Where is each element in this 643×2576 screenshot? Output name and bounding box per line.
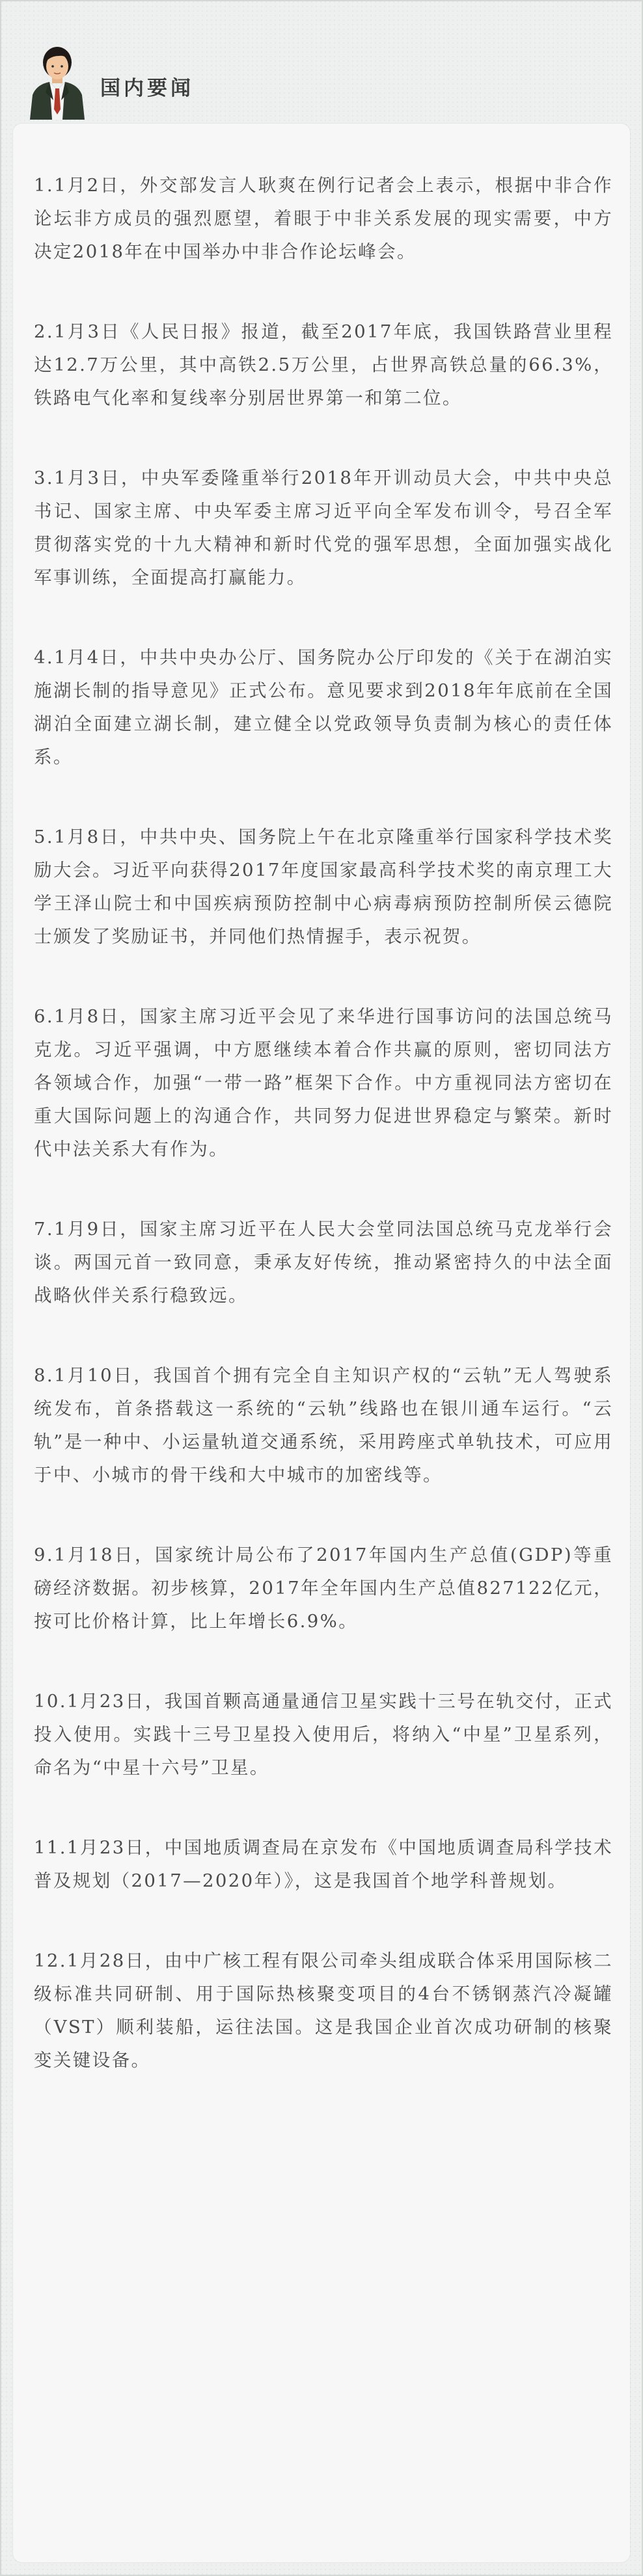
news-item	[34, 1359, 613, 1492]
news-item-text: 6.1月8日，国家主席习近平会见了来华进行国事访问的法国总统马克龙。习近平强调，中方愿继续本着合作共赢的原则，密切同法方各领域合作，加强“一带一路”框架下合作。中方重视同法方密切在重大国际问题上的沟通合作，共同努力促进世界稳定与繁荣。新时代中法关系大有作为。	[34, 1006, 613, 1160]
news-item	[34, 1539, 613, 1638]
news-item	[34, 641, 613, 774]
news-item-text: 10.1月23日，我国首颗高通量通信卫星实践十三号在轨交付，正式投入使用。实践十三号卫星投入使用后，将纳入“中星”卫星系列，命名为“中星十六号”卫星。	[34, 1691, 613, 1778]
news-item-text: 2.1月3日《人民日报》报道，截至2017年底，我国铁路营业里程达12.7万公里，其中高铁2.5万公里，占世界高铁总量的66.3%，铁路电气化率和复线率分别居世界第一和第二位。	[34, 321, 613, 408]
news-item	[34, 1945, 613, 2077]
news-item	[34, 462, 613, 594]
news-list	[34, 169, 613, 2124]
news-item-text: 1.1月2日，外交部发言人耿爽在例行记者会上表示，根据中非合作论坛非方成员的强烈愿望，着眼于中非关系发展的现实需要，中方决定2018年在中国举办中非合作论坛峰会。	[34, 175, 613, 262]
news-item	[34, 1831, 613, 1898]
section-header	[21, 40, 607, 125]
news-item-text: 4.1月4日，中共中央办公厅、国务院办公厅印发的《关于在湖泊实施湖长制的指导意见》正式公布。意见要求到2018年年底前在全国湖泊全面建立湖长制，建立健全以党政领导负责制为核心的责任体系。	[34, 647, 613, 767]
news-item	[34, 821, 613, 953]
news-item-text: 8.1月10日，我国首个拥有完全自主知识产权的“云轨”无人驾驶系统发布，首条搭载这一系统的“云轨”线路也在银川通车运行。“云轨”是一种中、小运量轨道交通系统，采用跨座式单轨技术，可应用于中、小城市的骨干线和大中城市的加密线等。	[34, 1365, 613, 1485]
news-item	[34, 1685, 613, 1785]
section-title: 国内要闻	[100, 77, 194, 100]
news-item	[34, 315, 613, 415]
news-anchor-avatar-icon	[23, 40, 89, 120]
news-item-text: 7.1月9日，国家主席习近平在人民大会堂同法国总统马克龙举行会谈。两国元首一致同意，秉承友好传统，推动紧密持久的中法全面战略伙伴关系行稳致远。	[34, 1219, 613, 1306]
news-panel	[13, 124, 630, 2562]
news-item	[34, 1213, 613, 1312]
news-item-text: 5.1月8日，中共中央、国务院上午在北京隆重举行国家科学技术奖励大会。习近平向获得2017年度国家最高科学技术奖的南京理工大学王泽山院士和中国疾病预防控制中心病毒病预防控制所侯云德院士颁发了奖励证书，并同他们热情握手，表示祝贺。	[34, 827, 613, 947]
news-item-text: 12.1月28日，由中广核工程有限公司牵头组成联合体采用国际核二级标准共同研制、用于国际热核聚变项目的4台不锈钢蒸汽冷凝罐（VST）顺利装船，运往法国。这是我国企业首次成功研制的核聚变关键设备。	[34, 1950, 613, 2071]
news-item-text: 9.1月18日，国家统计局公布了2017年国内生产总值(GDP)等重磅经济数据。初步核算，2017年全年国内生产总值827122亿元，按可比价格计算，比上年增长6.9%。	[34, 1545, 613, 1632]
news-item	[34, 169, 613, 269]
news-item-text: 3.1月3日，中央军委隆重举行2018年开训动员大会，中共中央总书记、国家主席、中央军委主席习近平向全军发布训令，号召全军贯彻落实党的十九大精神和新时代党的强军思想，全面加强实战化军事训练，全面提高打赢能力。	[34, 468, 613, 588]
news-item-text: 11.1月23日，中国地质调查局在京发布《中国地质调查局科学技术普及规划（2017—2020年）》，这是我国首个地学科普规划。	[34, 1837, 613, 1891]
news-item	[34, 1000, 613, 1166]
